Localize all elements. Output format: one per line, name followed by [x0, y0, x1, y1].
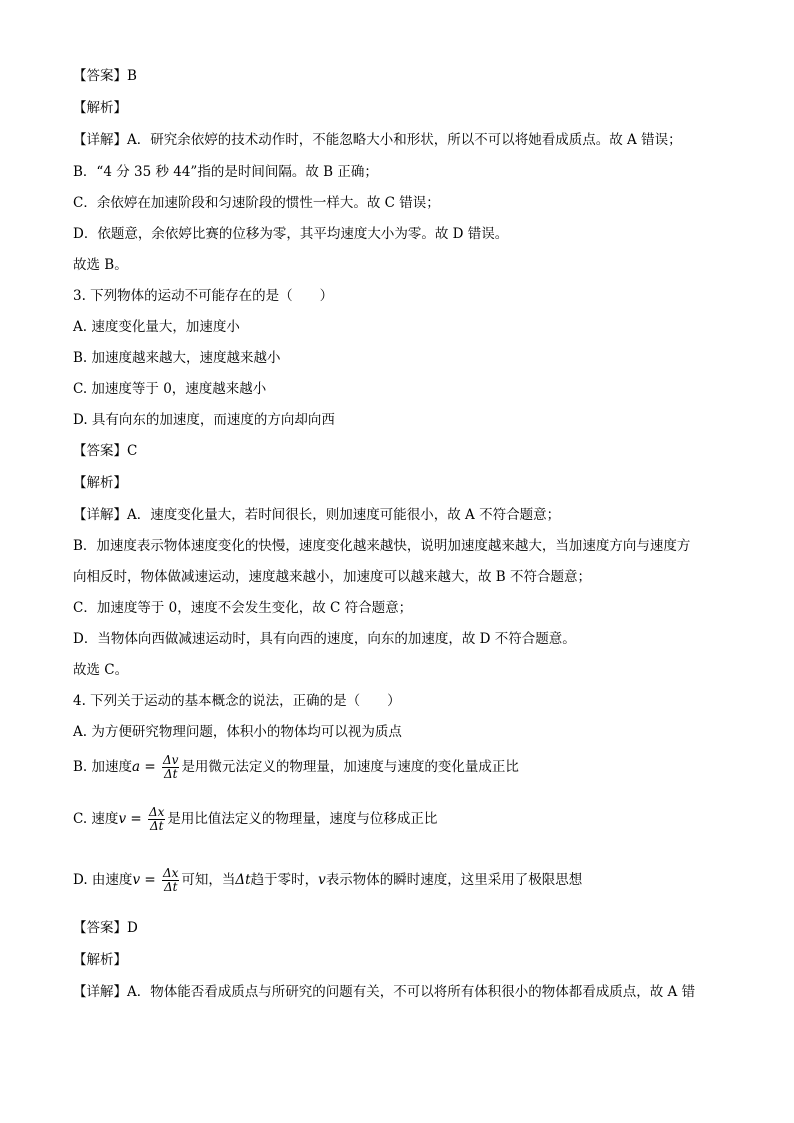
- q2-answer: 【答案】B: [73, 68, 137, 84]
- q4-d-fraction: [162, 867, 179, 894]
- q4-analysis-heading: 【解析】: [73, 952, 127, 968]
- q4-detail-a: 【详解】A．物体能否看成质点与所研究的问题有关，不可以将所有体积很小的物体都看成质点，故 A 错: [73, 984, 696, 1000]
- q3-detail-b-line2: 向相反时，物体做减速运动，速度越来越小，加速度可以越来越大，故 B 不符合题意；: [73, 569, 592, 585]
- q4-b-fraction: [162, 754, 179, 781]
- q2-detail-a: 【详解】A．研究余依婷的技术动作时，不能忽略大小和形状，所以不可以将她看成质点。故 A 错误；: [73, 132, 682, 148]
- q4-stem: 4. 下列关于运动的基本概念的说法，正确的是（ ）: [73, 693, 401, 709]
- q3-detail-a: 【详解】A．速度变化量大，若时间很长，则加速度可能很小，故 A 不符合题意；: [73, 507, 561, 523]
- q4-c-prefix: C. 速度: [73, 811, 119, 827]
- q3-analysis-heading: 【解析】: [73, 475, 127, 491]
- q4-d-prefix: D. 由速度: [73, 872, 133, 888]
- q4-c-fraction: [148, 806, 165, 833]
- q4-option-a: A. 为方便研究物理问题，体积小的物体均可以视为质点: [73, 724, 402, 740]
- q4-c-denominator: Δt: [149, 819, 164, 833]
- q3-option-b: B. 加速度越来越大，速度越来越小: [73, 350, 281, 366]
- q3-option-a: A. 速度变化量大，加速度小: [73, 319, 240, 335]
- q2-choose: 故选 B。: [73, 257, 128, 273]
- q3-option-d: D. 具有向东的加速度，而速度的方向却向西: [73, 412, 335, 428]
- q4-d-v: v: [318, 872, 326, 888]
- q4-answer: 【答案】D: [73, 920, 138, 936]
- q4-b-numerator: Δv: [162, 753, 179, 767]
- q2-detail-c: C．余依婷在加速阶段和匀速阶段的惯性一样大。故 C 错误；: [73, 195, 440, 211]
- q4-d-denominator: Δt: [163, 880, 178, 894]
- q4-option-d: D. 由速度v = $\frac{\Delta x}{\Delta t}$ 可知，当Δt趋于零时，v表示物体的瞬时速度，这里采用了极限思想: [73, 866, 583, 894]
- q4-c-suffix: 是用比值法定义的物理量，速度与位移成正比: [167, 811, 438, 827]
- q4-d-variable: v: [132, 872, 141, 888]
- q3-detail-c: C．加速度等于 0，速度不会发生变化，故 C 符合题意；: [73, 600, 413, 616]
- q4-option-b: B. 加速度a = $\frac{\Delta v}{\Delta t}$ 是用微元法定义的物理量，加速度与速度的变化量成正比: [73, 753, 519, 781]
- q4-d-numerator: Δx: [162, 866, 179, 880]
- q3-detail-b-line1: B．加速度表示物体速度变化的快慢，速度变化越来越快，说明加速度越来越大，当加速度方向与速度方: [73, 538, 691, 554]
- q4-d-delta-t: Δt: [235, 872, 251, 888]
- q2-detail-d: D．依题意，余依婷比赛的位移为零，其平均速度大小为零。故 D 错误。: [73, 226, 509, 242]
- q4-c-numerator: Δx: [148, 805, 165, 819]
- q2-detail-b: B．“4 分 35 秒 44”指的是时间间隔。故 B 正确；: [73, 164, 378, 180]
- q3-choose: 故选 C。: [73, 662, 129, 678]
- q4-option-c: C. 速度v = $\frac{\Delta x}{\Delta t}$ 是用比值法定义的物理量，速度与位移成正比: [73, 805, 438, 833]
- q4-b-prefix: B. 加速度: [73, 759, 133, 775]
- q4-d-middle: 可知，当: [181, 872, 236, 888]
- q4-b-suffix: 是用微元法定义的物理量，加速度与速度的变化量成正比: [181, 759, 519, 775]
- q3-detail-d: D．当物体向西做减速运动时，具有向西的速度，向东的加速度，故 D 不符合题意。: [73, 631, 576, 647]
- q3-answer: 【答案】C: [73, 443, 138, 459]
- q3-stem: 3. 下列物体的运动不可能存在的是（ ）: [73, 288, 334, 304]
- q4-b-denominator: Δt: [163, 767, 178, 781]
- q4-d-middle2: 趋于零时，: [250, 872, 319, 888]
- q4-d-suffix: 表示物体的瞬时速度，这里采用了极限思想: [325, 872, 583, 888]
- q3-option-c: C. 加速度等于 0，速度越来越小: [73, 381, 267, 397]
- q4-c-variable: v: [118, 811, 127, 827]
- q2-analysis-heading: 【解析】: [73, 100, 127, 116]
- q4-b-variable: a: [132, 759, 141, 775]
